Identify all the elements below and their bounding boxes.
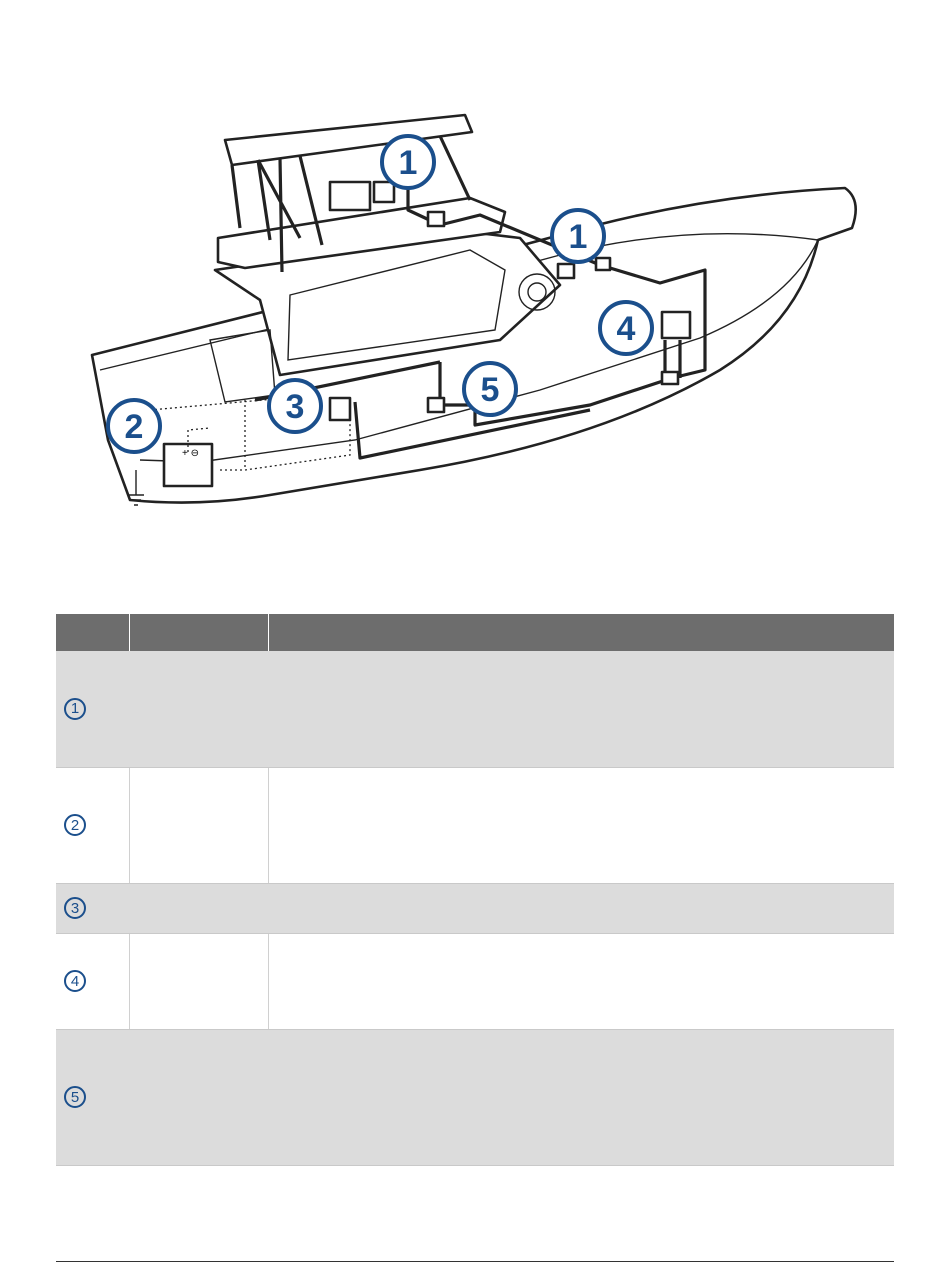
boat-wiring-illustration	[0, 0, 950, 560]
module-device	[662, 312, 690, 338]
connector-tee-3	[428, 398, 444, 412]
table-row	[56, 651, 894, 767]
flybridge-chartplotter	[374, 182, 394, 202]
table-row	[56, 1029, 894, 1165]
row-number-badge: 2	[64, 814, 86, 836]
table-row	[56, 883, 894, 933]
callout-4	[600, 302, 652, 354]
table-row	[56, 933, 894, 1029]
callout-2	[108, 400, 160, 452]
svg-text:2: 2	[124, 408, 144, 446]
table-cell	[268, 1029, 894, 1165]
table-cell	[268, 883, 894, 933]
table-cell	[268, 933, 894, 1029]
callout-1a	[382, 136, 434, 188]
callout-table	[56, 614, 894, 1166]
callout-1b	[552, 210, 604, 262]
row-number-badge: 1	[64, 698, 86, 720]
flybridge-display	[330, 182, 370, 210]
svg-text:4: 4	[616, 310, 636, 348]
table-cell-number	[56, 651, 129, 767]
helm-display	[558, 264, 574, 278]
row-number-badge: 3	[64, 897, 86, 919]
table-cell	[129, 933, 268, 1029]
table-cell	[268, 767, 894, 883]
table-cell	[129, 1029, 268, 1165]
callout-3	[269, 380, 321, 432]
table-cell	[268, 651, 894, 767]
svg-text:3: 3	[285, 388, 305, 426]
svg-text:1: 1	[398, 144, 418, 182]
connector-tee-4	[662, 372, 678, 384]
svg-text:5: 5	[480, 371, 500, 409]
callout-5	[464, 363, 516, 415]
table-header-cell	[129, 614, 268, 651]
svg-text:1: 1	[568, 218, 588, 256]
table-header-cell	[268, 614, 894, 651]
power-cable-fuse	[330, 398, 350, 420]
table-header-cell	[56, 614, 129, 651]
footer-rule	[56, 1261, 894, 1262]
table-cell	[129, 767, 268, 883]
connector-tee-1	[428, 212, 444, 226]
table-cell-number	[56, 767, 129, 883]
row-number-badge: 5	[64, 1086, 86, 1108]
table-cell-number	[56, 883, 129, 933]
table-cell-number	[56, 1029, 129, 1165]
table-cell	[129, 651, 268, 767]
table-header-row	[56, 614, 894, 651]
row-number-badge: 4	[64, 970, 86, 992]
table-cell-number	[56, 933, 129, 1029]
battery-terminals: + ⊖	[182, 448, 199, 459]
table-cell	[129, 883, 268, 933]
table-row	[56, 767, 894, 883]
connector-tee-2	[596, 258, 610, 270]
